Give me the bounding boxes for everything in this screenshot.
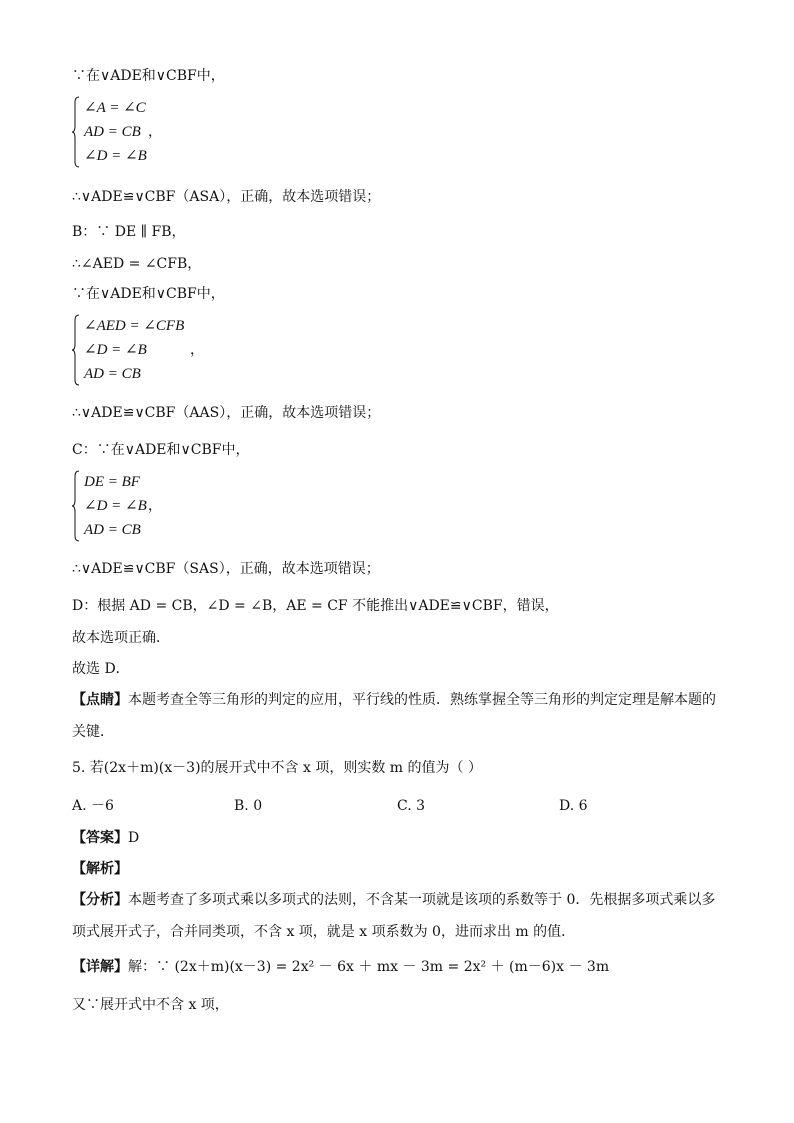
question-stem: 5. 若(2x＋m)(x－3)的展开式中不含 x 项，则实数 m 的值为（ ）: [72, 760, 482, 776]
equation-row: ∠A = ∠C: [84, 100, 146, 116]
equation-system: [72, 96, 272, 168]
analysis-heading: [72, 859, 128, 879]
choice-d: D. 6: [559, 798, 588, 814]
xiangjie-text: 解：∵ (2x＋m)(x－3) = 2x² － 6x ＋ mx － 3m = 2x² ＋ (m－6)x － 3m: [128, 959, 610, 975]
text-line: ∴∨ADE≌∨CBF（SAS），正确，故本选项错误；: [72, 561, 380, 577]
equation-row: AD = CB: [84, 522, 141, 538]
xiangjie-label: 【详解】: [72, 959, 128, 975]
text-line: ∵在∨ADE和∨CBF中，: [72, 68, 225, 84]
remark-label: 【点睛】: [72, 692, 128, 708]
xiangjie-line: [72, 957, 609, 977]
equation-row: ∠AED = ∠CFB: [84, 318, 185, 334]
equation-comma: ，: [148, 498, 162, 514]
answer-label: 【答案】: [72, 830, 128, 846]
equation-comma: ，: [148, 124, 162, 140]
left-brace-icon: [72, 96, 80, 168]
equation-row: AD = CB: [84, 366, 141, 382]
text-line: C：∵在∨ADE和∨CBF中，: [72, 442, 250, 458]
left-brace-icon: [72, 314, 80, 386]
analysis-label: 【解析】: [72, 861, 128, 877]
text-line: ∴∠AED = ∠CFB，: [72, 256, 202, 272]
text-line: 故选 D．: [72, 661, 130, 677]
equation-comma: ，: [190, 342, 204, 358]
equation-system: [72, 470, 272, 542]
equation-row: ∠D = ∠B: [84, 342, 147, 358]
remark-text: 本题考查全等三角形的判定的应用，平行线的性质．熟练掌握全等三角形的判定定理是解本题的: [128, 692, 716, 708]
left-brace-icon: [72, 470, 80, 542]
equation-row: AD = CB: [84, 124, 141, 140]
choice-a: A. －6: [72, 798, 114, 814]
text-line: 又∵展开式中不含 x 项，: [72, 997, 229, 1013]
equation-row: ∠D = ∠B: [84, 498, 147, 514]
text-line: ∴∨ADE≌∨CBF（ASA），正确，故本选项错误；: [72, 189, 381, 205]
answer-value: D: [128, 830, 140, 846]
equation-row: ∠D = ∠B: [84, 148, 147, 164]
text-line: 项式展开式子，合并同类项，不含 x 项，就是 x 项系数为 0，进而求出 m 的值．: [72, 924, 576, 940]
text-line: D：根据 AD = CB，∠D = ∠B，AE = CF 不能推出∨ADE≌∨CBF，错误，: [72, 598, 559, 614]
answer-line: [72, 828, 139, 848]
choice-b: B. 0: [234, 798, 263, 814]
choice-c: C. 3: [397, 798, 426, 814]
equation-row: DE = BF: [84, 474, 140, 490]
fenxi-label: 【分析】: [72, 892, 128, 908]
equation-system: [72, 314, 272, 386]
fenxi-text: 本题考查了多项式乘以多项式的法则，不含某一项就是该项的系数等于 0．先根据多项式乘以多: [128, 892, 716, 908]
fenxi-line: [72, 890, 715, 910]
remark-line: [72, 690, 716, 710]
text-line: 故本选项正确．: [72, 630, 170, 646]
text-line: B：∵ DE ∥ FB，: [72, 224, 186, 240]
text-line: ∵在∨ADE和∨CBF中，: [72, 286, 225, 302]
text-line: ∴∨ADE≌∨CBF（AAS），正确，故本选项错误；: [72, 405, 381, 421]
text-line: 关键．: [72, 724, 114, 740]
